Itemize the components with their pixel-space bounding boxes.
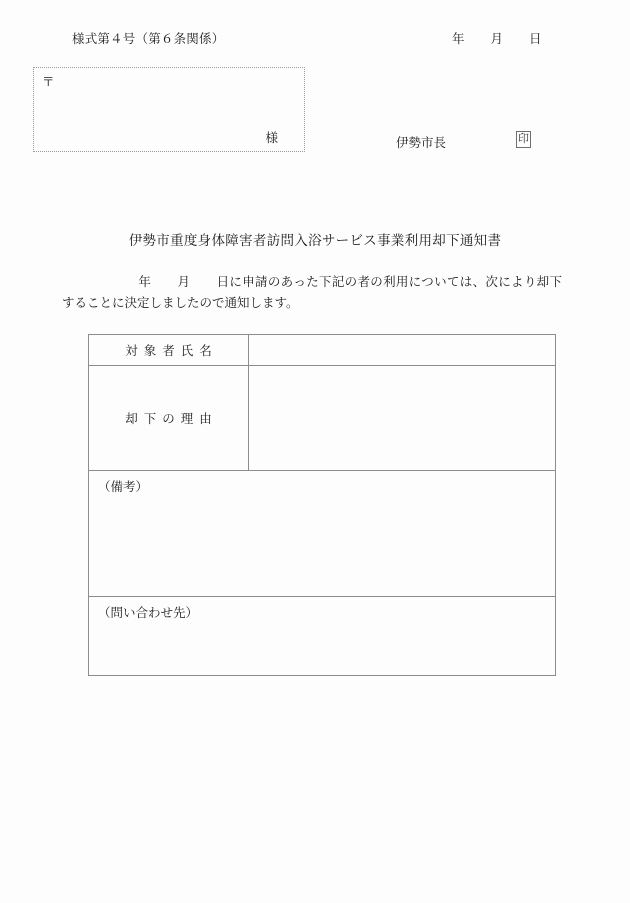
header-year-label: 年 — [452, 32, 465, 46]
header-date-line — [452, 29, 542, 47]
value-rejection-reason[interactable] — [249, 366, 556, 471]
label-rejection-reason: 却下の理由 — [89, 366, 249, 471]
addressee-honorific: 様 — [265, 131, 278, 145]
label-target-person-name: 対象者氏名 — [89, 335, 249, 366]
table-row — [89, 335, 556, 366]
body-paragraph — [62, 272, 562, 314]
table-row — [89, 471, 556, 597]
addressee-box[interactable] — [33, 67, 305, 152]
notification-table — [88, 334, 556, 676]
remarks-cell[interactable]: （備考） — [89, 471, 556, 597]
postal-mark-icon: 〒 — [42, 75, 55, 89]
value-target-person-name[interactable] — [249, 335, 556, 366]
form-number: 様式第４号（第６条関係） — [72, 32, 225, 46]
table-row — [89, 366, 556, 471]
body-day-text: 日に申請のあった下記の者の利用については、次により却下す — [62, 275, 562, 310]
page-title: 伊勢市重度身体障害者訪問入浴サービス事業利用却下通知書 — [128, 233, 502, 248]
header-month-label: 月 — [490, 32, 504, 46]
table-row — [89, 597, 556, 676]
body-year-label: 年 — [138, 275, 152, 289]
issuer-name: 伊勢市長 — [396, 136, 447, 150]
body-line-2: ることに決定しましたので通知します。 — [74, 296, 299, 310]
header-day-label: 日 — [529, 32, 542, 46]
body-month-label: 月 — [177, 275, 191, 289]
contact-cell[interactable]: （問い合わせ先） — [89, 597, 556, 676]
seal-stamp-icon: 印 — [516, 131, 531, 148]
